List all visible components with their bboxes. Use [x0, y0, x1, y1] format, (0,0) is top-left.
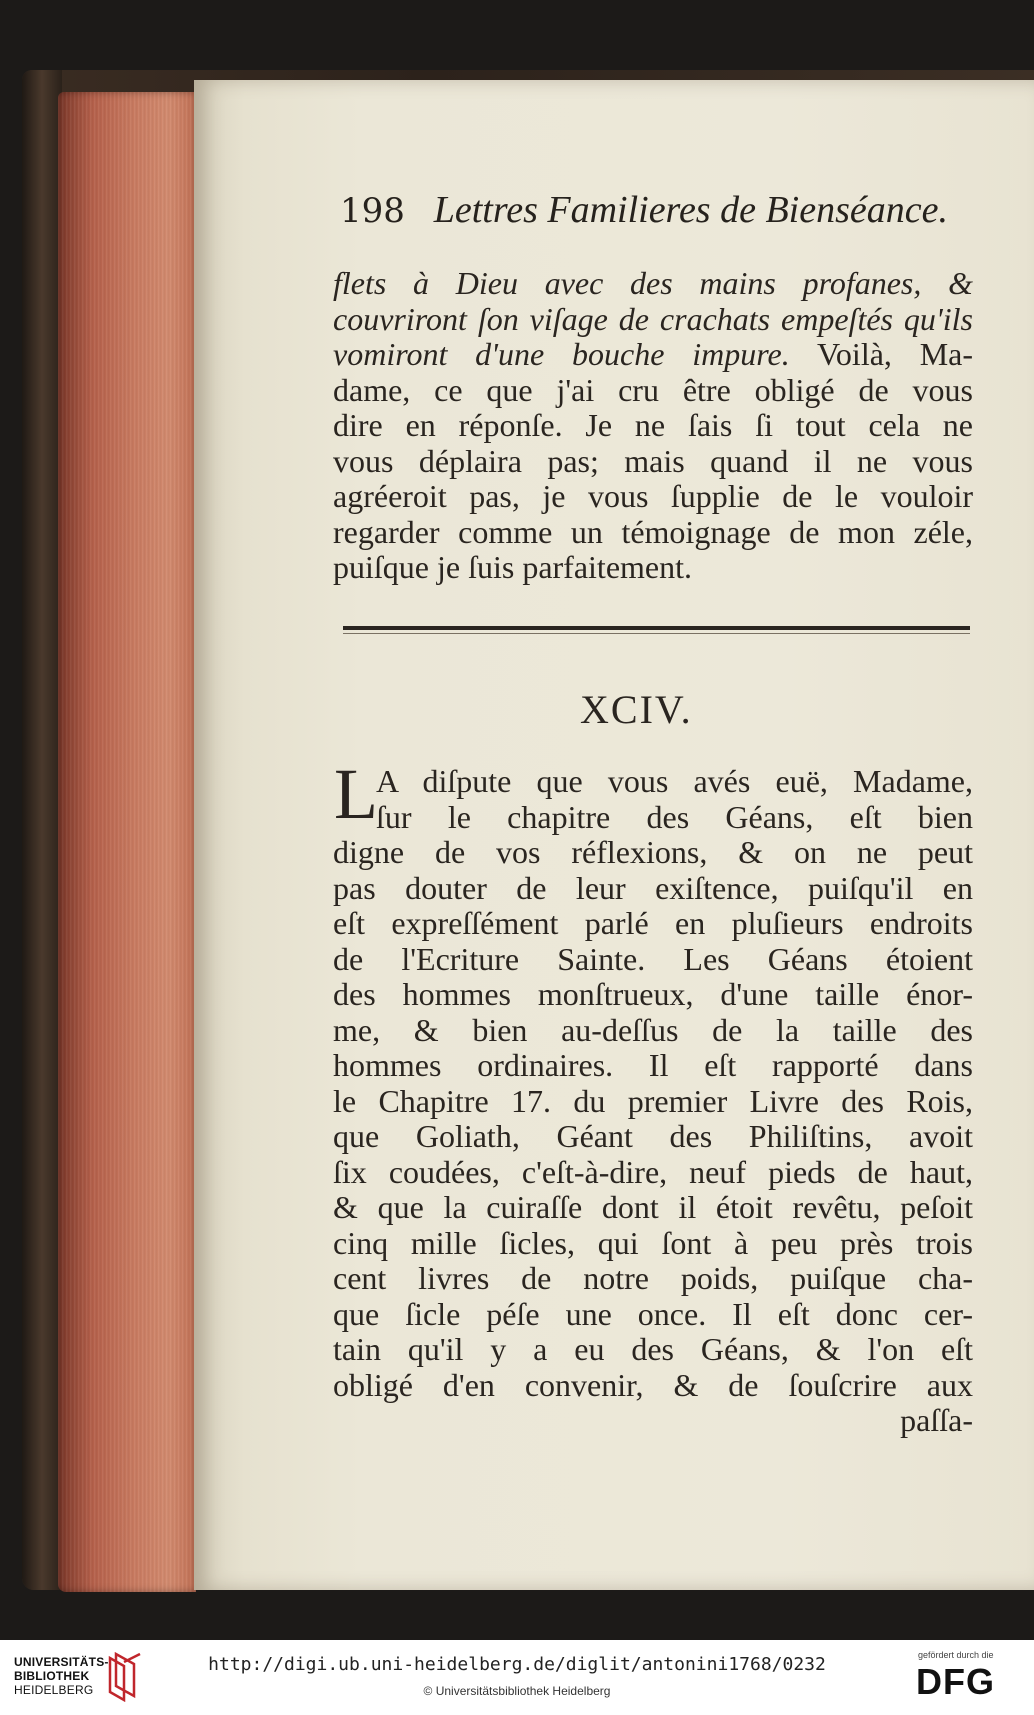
text-line: cinq mille ſicles, qui ſont à peu près trois: [333, 1225, 973, 1261]
funder-note: gefördert durch die: [918, 1650, 994, 1660]
library-name-line-2: BIBLIOTHEK: [14, 1669, 90, 1683]
text-line: agréeroit pas, je vous ſupplie de le vouloir: [333, 479, 973, 514]
running-title: Lettres Familieres de Bienséance.: [433, 189, 948, 231]
text-line: A diſpute que vous avés euë, Madame,: [376, 764, 973, 799]
text-line: eſt expreſſément parlé en pluſieurs endroits: [333, 906, 973, 941]
text-line: flets à Dieu avec des mains profanes, &: [333, 266, 973, 301]
text-line: digne de vos réflexions, & on ne peut: [333, 835, 973, 870]
text-line: tain qu'il y a eu des Géans, & l'on eſt: [333, 1332, 973, 1367]
letter-closing-text: [333, 266, 973, 586]
running-head: [340, 188, 948, 232]
section-text: [333, 835, 973, 1439]
text-line: puiſque je ſuis parfaitement.: [333, 550, 692, 585]
text-line: que Goliath, Géant des Philiſtins, avoit: [333, 1119, 973, 1154]
text-line-italic-part: vomiront d'une bouche impure.: [333, 337, 790, 372]
page-number: 198: [340, 191, 405, 231]
text-line: couvriront ſon viſage de crachats empeſtés qu'ils: [333, 301, 973, 337]
text-line: me, & bien au-deſſus de la taille des: [333, 1012, 973, 1048]
text-line: [333, 337, 973, 373]
text-line: dame, ce que j'ai cru être obligé de vous: [333, 372, 973, 408]
permalink-url[interactable]: http://digi.ub.uni-heidelberg.de/diglit/antonini1768/0232: [208, 1654, 826, 1675]
book-spine-edge: [22, 70, 62, 1590]
library-name-line-1: UNIVERSITÄTS-: [14, 1655, 109, 1669]
drop-cap: L: [334, 754, 378, 834]
text-line: le Chapitre 17. du premier Livre des Rois,: [333, 1083, 973, 1119]
text-line: pas douter de leur exiſtence, puiſqu'il en: [333, 870, 973, 906]
text-line: hommes ordinaires. Il eſt rapporté dans: [333, 1048, 973, 1083]
text-line: cent livres de notre poids, puiſque cha-: [333, 1261, 973, 1296]
catchword: paſſa-: [900, 1403, 973, 1438]
text-line: ſix coudées, c'eſt-à-dire, neuf pieds de haut,: [333, 1154, 973, 1190]
text-line: ſur le chapitre des Géans, eſt bien: [376, 799, 973, 835]
section-divider-thin-rule: [343, 633, 970, 634]
text-line: que ſicle péſe une once. Il eſt donc cer-: [333, 1296, 973, 1332]
section-text-indented: [376, 764, 973, 835]
text-line-roman-part: Voilà, Ma-: [816, 337, 973, 372]
section-divider-rule: [343, 626, 970, 630]
text-line: de l'Ecriture Sainte. Les Géans étoient: [333, 941, 973, 977]
text-line: des hommes monſtrueux, d'une taille énor-: [333, 977, 973, 1012]
section-heading: XCIV.: [580, 687, 693, 732]
text-line: regarder comme un témoignage de mon zéle,: [333, 514, 973, 550]
red-page-edges: [58, 92, 196, 1592]
text-line: obligé d'en convenir, & de ſouſcrire aux: [333, 1367, 973, 1403]
text-line: & que la cuiraſſe dont il étoit revêtu, peſoit: [333, 1190, 973, 1225]
dfg-logo: DFG: [916, 1661, 995, 1702]
text-line: vous déplaira pas; mais quand il ne vous: [333, 443, 973, 479]
viewer-footer: [0, 1640, 1034, 1715]
text-line: dire en réponſe. Je ne ſais ſi tout cela ne: [333, 408, 973, 443]
library-name-line-3: HEIDELBERG: [14, 1683, 94, 1697]
copyright-notice: © Universitätsbibliothek Heidelberg: [423, 1684, 611, 1698]
